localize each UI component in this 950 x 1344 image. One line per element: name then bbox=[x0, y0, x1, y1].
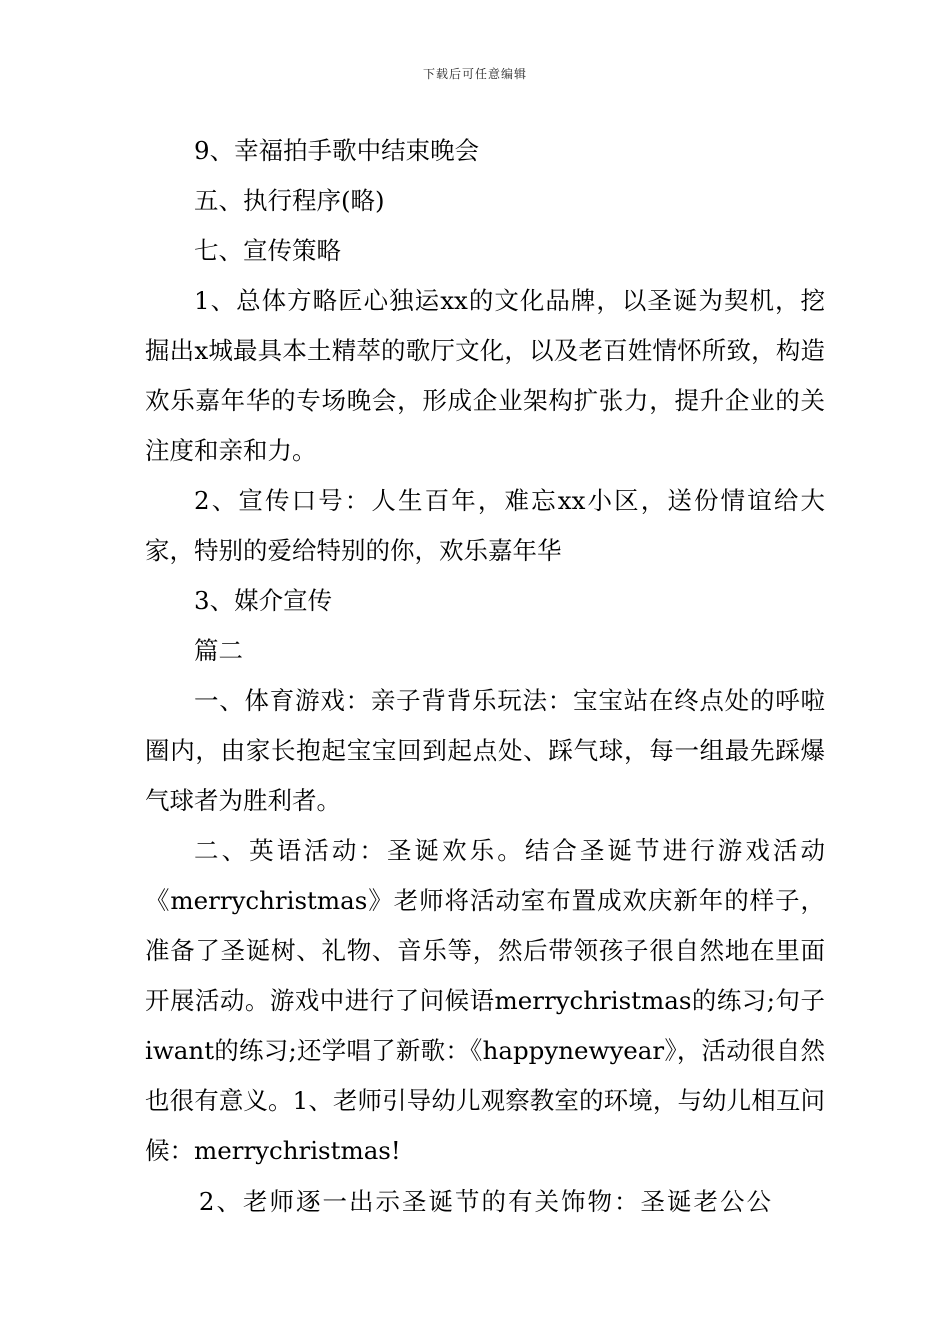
paragraph-10: 2、老师逐一出示圣诞节的有关饰物：圣诞老公公 bbox=[198, 1187, 773, 1216]
paragraph-1: 9、幸福拍手歌中结束晚会 bbox=[194, 136, 480, 165]
paragraph-8: 一、体育游戏：亲子背背乐玩法：宝宝站在终点处的呼啦圈内，由家长抱起宝宝回到起点处、踩气球，每一组最先踩爆气球者为胜利者。 bbox=[145, 686, 825, 815]
paragraph-3: 七、宣传策略 bbox=[194, 236, 341, 265]
paragraph-4: 1、总体方略匠心独运xx的文化品牌，以圣诞为契机，挖掘出x城最具本土精萃的歌厅文化，以及老百姓情怀所致，构造欢乐嘉年华的专场晚会，形成企业架构扩张力，提升企业的关注度和亲和力。 bbox=[145, 286, 825, 465]
paragraph-7: 篇二 bbox=[194, 636, 243, 665]
paragraph-9: 二、英语活动：圣诞欢乐。结合圣诞节进行游戏活动《merrychristmas》老师将活动室布置成欢庆新年的样子，准备了圣诞树、礼物、音乐等，然后带领孩子很自然地在里面开展活动。游戏中进行了问候语merrychristmas的练习;句子iwant的练习;还学唱了新歌：《happynewyear》，活动很自然也很有意义。1、老师引导幼儿观察教室的环境，与幼儿相互问候：merrychristmas! bbox=[145, 836, 825, 1165]
document-body bbox=[145, 126, 825, 1227]
page-header-note: 下载后可任意编辑 bbox=[422, 67, 527, 81]
paragraph-6: 3、媒介宣传 bbox=[194, 586, 333, 615]
paragraph-5: 2、宣传口号：人生百年，难忘xx小区，送份情谊给大家，特别的爱给特别的你，欢乐嘉年华 bbox=[145, 486, 825, 565]
paragraph-2: 五、执行程序(略) bbox=[194, 186, 385, 215]
